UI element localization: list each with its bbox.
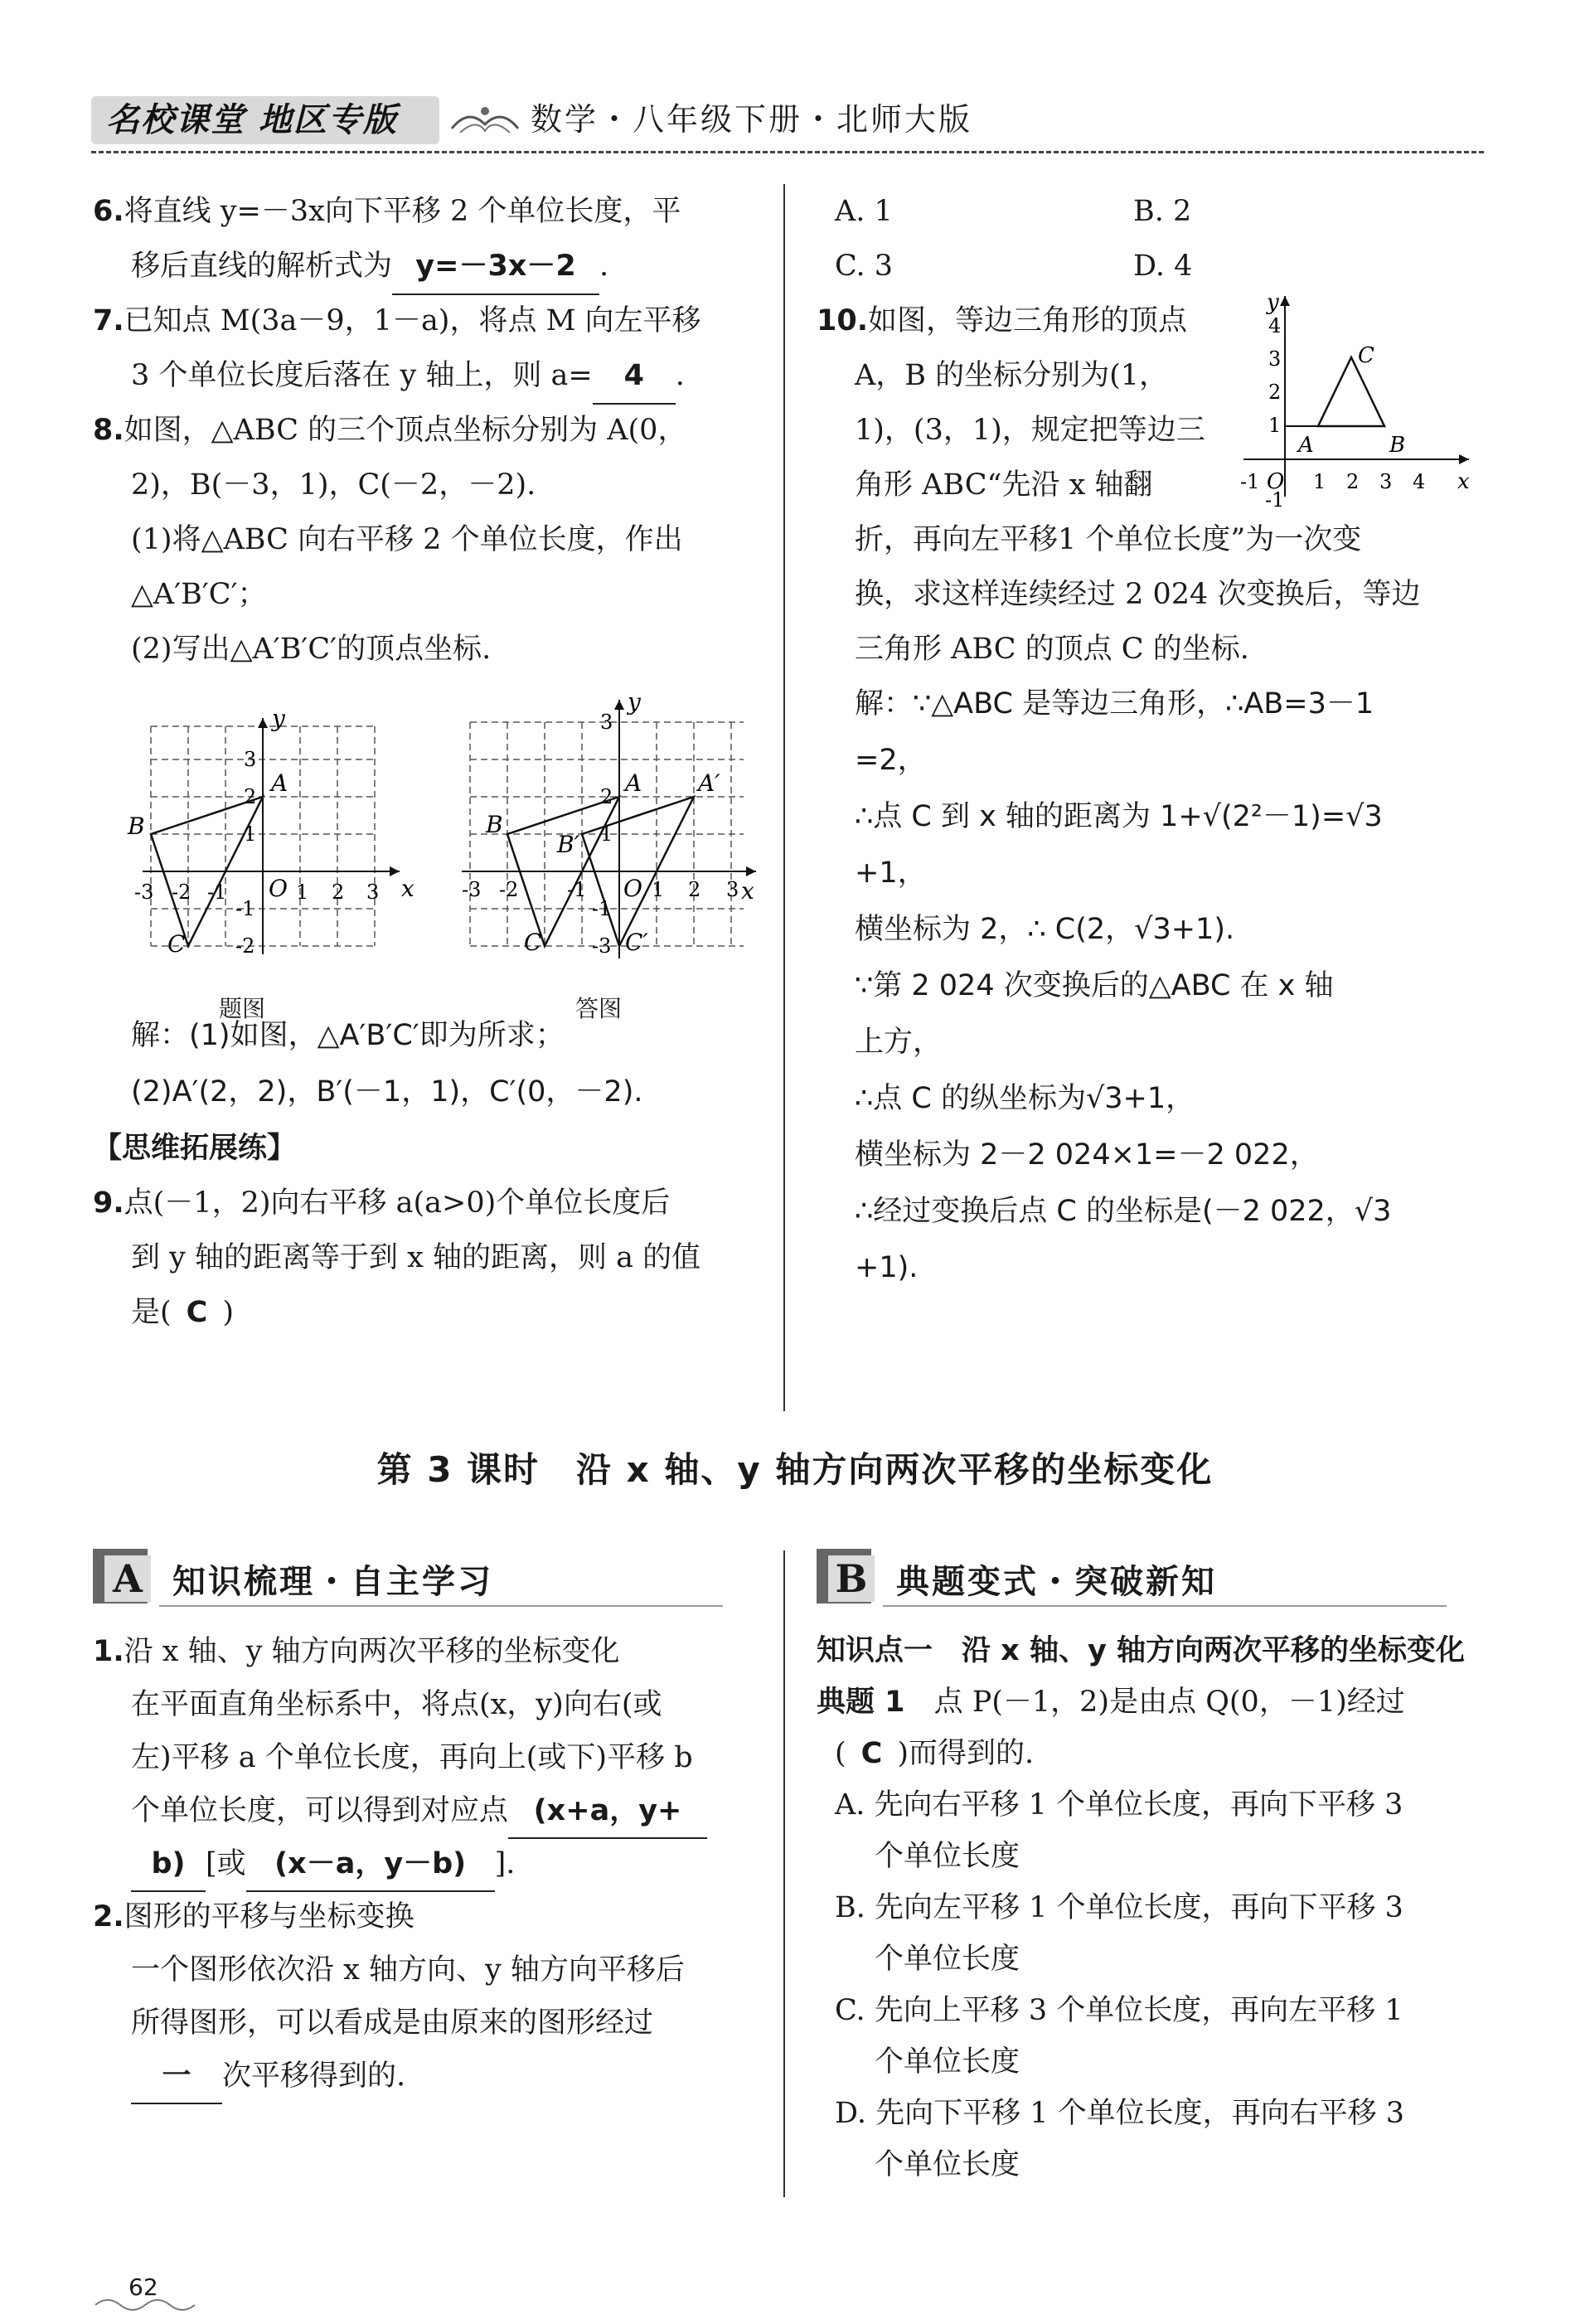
svg-text:-1: -1 [567, 878, 587, 901]
answer-blank: (x－a，y－b) [246, 1837, 495, 1892]
svg-text:3: 3 [244, 748, 257, 771]
column-divider [783, 184, 785, 1411]
answer-figure [449, 693, 764, 967]
svg-text:A′: A′ [698, 769, 720, 797]
svg-text:2: 2 [600, 785, 613, 808]
svg-text:3: 3 [1379, 470, 1393, 493]
svg-text:4: 4 [1413, 470, 1426, 493]
section-b-rule [883, 1605, 1447, 1607]
section-b-badge: B [817, 1549, 871, 1604]
figure-caption: 题图 [219, 995, 266, 1022]
option-d: D. 4 [1133, 250, 1193, 283]
page-number: 62 [128, 2273, 158, 2301]
svg-text:1: 1 [296, 881, 309, 904]
svg-text:2: 2 [1346, 470, 1360, 493]
option-b: B. 先向左平移 1 个单位长度，再向下平移 3 [835, 1891, 1403, 1924]
svg-text:B′: B′ [557, 831, 579, 858]
question-8: 8.如图，△ABC 的三个顶点坐标分别为 A(0， 2)，B(－3，1)，C(－2，－2). (1)将△ABC 向右平移 2 个单位长度，作出 △A′B′C′； (2)写出△A′B′C′的顶点坐标. y x O A B C -3 -2 -1 1 2 3 3 2 1 -1 -2 题图 y x O A A′ B B′ C C′ -3 -2 -1 1 2 3 3 2 1 -1 -3 答图 解：(1)如图，△A′B′C′即为所求； (2)A′(2，2)，B′(－1，1)，C′(0，－2). [93, 403, 756, 1121]
svg-text:x: x [741, 877, 754, 905]
svg-text:B: B [1389, 433, 1406, 458]
svg-text:A: A [271, 769, 288, 797]
answer-blank: b) [131, 1837, 206, 1892]
question-9: 9.点(－1，2)向右平移 a(a>0)个单位长度后 到 y 轴的距离等于到 x 轴的距离，则 a 的值 是( C ) [93, 1186, 701, 1329]
svg-text:-1: -1 [1240, 470, 1260, 493]
svg-text:C: C [524, 929, 542, 956]
svg-text:x: x [1457, 469, 1470, 494]
svg-text:2: 2 [688, 878, 701, 901]
svg-text:-1: -1 [592, 897, 612, 920]
answer-choice: C [186, 1296, 208, 1329]
option-c: C. 先向上平移 3 个单位长度，再向左平移 1 [835, 1994, 1403, 2027]
section-a-badge: A [93, 1549, 148, 1604]
svg-text:1: 1 [652, 878, 665, 901]
svg-text:A: A [625, 769, 642, 797]
page-header [91, 90, 1484, 156]
section-b-title: 典题变式・突破新知 [896, 1563, 1217, 1601]
svg-text:3: 3 [1268, 347, 1282, 371]
svg-text:-2: -2 [172, 881, 191, 904]
svg-text:2: 2 [1268, 381, 1282, 404]
answer-blank: y=－3x－2 [392, 239, 599, 295]
svg-text:2: 2 [244, 785, 257, 808]
svg-text:3: 3 [600, 711, 613, 734]
svg-text:-1: -1 [235, 897, 255, 920]
option-d: D. 先向下平移 1 个单位长度，再向右平移 3 [835, 2097, 1404, 2130]
column-divider [783, 1550, 785, 2197]
question-10-figure [1235, 289, 1476, 513]
svg-text:-3: -3 [462, 878, 482, 901]
right-column [817, 184, 1480, 1297]
svg-text:1: 1 [1268, 414, 1282, 437]
svg-text:y: y [272, 710, 285, 732]
svg-text:x: x [401, 875, 414, 902]
header-divider [91, 151, 1484, 153]
svg-text:2: 2 [332, 881, 345, 904]
option-a: A. 1 [835, 195, 893, 228]
option-c: C. 3 [835, 250, 894, 283]
question-6: 6.将直线 y=－3x向下平移 2 个单位长度，平 移后直线的解析式为 y=－3x－2 . [93, 184, 756, 294]
left-column [93, 184, 756, 1340]
question-8-figures [93, 677, 756, 1022]
svg-text:O: O [1267, 469, 1285, 494]
option-b: B. 2 [1133, 195, 1192, 228]
svg-text:-3: -3 [592, 934, 612, 958]
leaf-ornament-icon [448, 99, 522, 141]
equilateral-triangle [1318, 357, 1384, 426]
figure-caption: 答图 [575, 995, 623, 1022]
svg-text:1: 1 [1313, 470, 1326, 493]
answer-blank: 4 [593, 348, 676, 405]
svg-text:B: B [128, 813, 145, 840]
svg-text:-2: -2 [499, 878, 519, 901]
question-10: 10.如图，等边三角形的顶点 A，B 的坐标分别为(1， 1)，(3，1)，规定把等边三 角形 ABC“先沿 x 轴翻 折，再向左平移1 个单位长度”为一次变 换，求这样连续经过 2 024 次变换后，等边 三角形 ABC 的顶点 C 的坐标. y x O A B C -1 1 2 3 4 4 3 2 1 -1 [817, 294, 1480, 677]
section-a-header [93, 1549, 739, 1607]
question-7: 7.已知点 M(3a－9，1－a)，将点 M 向左平移 3 个单位长度后落在 y 轴上，则 a= 4 . [93, 294, 756, 403]
answer-blank: 一 [131, 2050, 222, 2104]
section-b-content: 知识点一 沿 x 轴、y 轴方向两次平移的坐标变化 典题 1 点 P(－1，2)是由点 Q(0，－1)经过 ( C )而得到的. A. 先向右平移 1 个单位长度，再向下平移 3 个单位长度 B. 先向左平移 1 个单位长度，再向下平移 3 个单位长度 C. 先向上平移 3 个单位长度，再向左平移 1 个单位长度 D. 先向下平移 1 个单位长度，再向右平移 3 个单位长度 [817, 1625, 1480, 2191]
answer-choice: C [860, 1737, 883, 1770]
svg-text:A: A [1298, 433, 1314, 458]
section-a-title: 知识梳理・自主学习 [172, 1563, 493, 1601]
book-title: 数学・八年级下册・北师大版 [531, 101, 973, 138]
svg-text:1: 1 [600, 822, 613, 846]
option-a: A. 先向右平移 1 个单位长度，再向下平移 3 [835, 1788, 1403, 1822]
answer-blank: (x+a，y+ [508, 1784, 707, 1839]
svg-text:3: 3 [366, 881, 380, 904]
brand-banner: 名校课堂 地区专版 [91, 96, 439, 144]
svg-text:C: C [167, 930, 186, 958]
lesson-title: 第 3 课时 沿 x 轴、y 轴方向两次平移的坐标变化 [376, 1449, 1214, 1490]
svg-text:C: C [1358, 343, 1374, 368]
svg-text:4: 4 [1268, 314, 1282, 337]
svg-text:O: O [269, 875, 288, 902]
svg-text:-2: -2 [235, 934, 255, 958]
svg-text:3: 3 [726, 878, 739, 901]
example-label: 典题 1 [817, 1686, 905, 1719]
section-a-content: 1.沿 x 轴、y 轴方向两次平移的坐标变化 在平面直角坐标系中，将点(x，y)向右(或 左)平移 a 个单位长度，再向上(或下)平移 b 个单位长度，可以得到对应点 (x+a，y+ b) [或 (x－a，y－b) ]. 2.图形的平移与坐标变换 一个图形依次沿 x 轴方向、y 轴方向平移后 所得图形，可以看成是由原来的图形经过 一 次平移得到的. [93, 1625, 756, 2103]
svg-text:y: y [1267, 290, 1279, 315]
question-10-solution: 解：∵△ABC 是等边三角形，∴AB=3－1 =2， ∴点 C 到 x 轴的距离为 1+√(2²－1)=√3 +1， 横坐标为 2，∴ C(2，√3+1). ∵第 2 024 次变换后的△ABC 在 x 轴 上方， ∴点 C 的纵坐标为√3+1， 横坐标为 2－2 024×1=－2 022， ∴经过变换后点 C 的坐标是(－2 022，√3 +1). [855, 687, 1392, 1284]
svg-text:-1: -1 [1265, 488, 1285, 512]
svg-text:O: O [623, 875, 642, 902]
svg-text:B: B [486, 811, 503, 838]
section-b-header [817, 1549, 1463, 1607]
section-a-rule [159, 1605, 723, 1607]
swirl-ornament-icon [91, 2295, 207, 2315]
svg-text:-1: -1 [207, 881, 227, 904]
problem-figure [109, 710, 458, 958]
svg-text:1: 1 [244, 822, 257, 846]
svg-text:y: y [628, 693, 641, 716]
svg-text:-3: -3 [134, 881, 154, 904]
svg-text:C′: C′ [625, 929, 648, 956]
extension-practice-label: 【思维拓展练】 [93, 1132, 297, 1165]
knowledge-point: 知识点一 沿 x 轴、y 轴方向两次平移的坐标变化 [817, 1634, 1465, 1667]
question-9-options [817, 184, 1480, 294]
question-8-solution: 解：(1)如图，△A′B′C′即为所求； (2)A′(2，2)，B′(－1，1)，C′(0，－2). [131, 1019, 643, 1109]
